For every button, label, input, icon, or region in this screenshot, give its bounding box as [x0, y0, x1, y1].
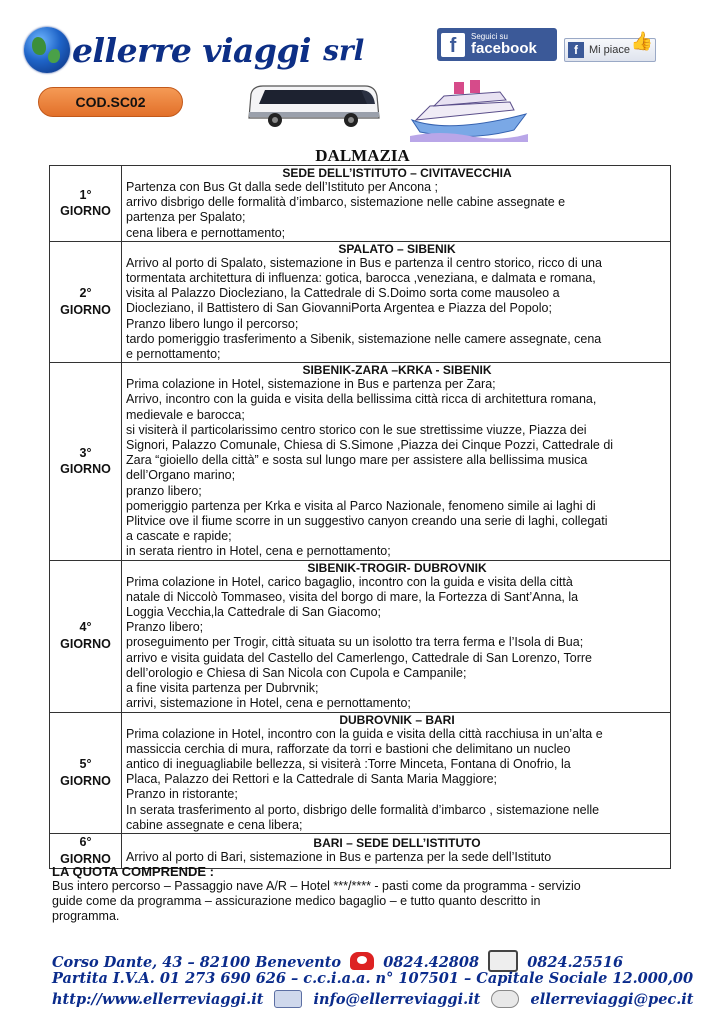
- footer-fax: 0824.25516: [527, 954, 624, 971]
- facebook-small-icon: f: [568, 42, 584, 58]
- day-description: [122, 560, 671, 712]
- day-title: BARI – SEDE DELL’ISTITUTO: [313, 836, 481, 851]
- phone-icon: [350, 952, 374, 970]
- day-description-line: Plitvice ove il fiume scorre in un suggestivo canyon creando una serie di laghi, collegati: [126, 514, 608, 529]
- itinerary-row: [50, 363, 671, 560]
- day-number: 6°: [79, 834, 92, 849]
- day-description-line: arrivi, sistemazione in Hotel, cena e pernottamento;: [126, 696, 411, 711]
- day-description-line: si visiterà il particolarissimo centro storico con le sue strettissime viuzze, Piazza dei: [126, 422, 587, 437]
- day-cell: [50, 363, 122, 560]
- day-description-line: Placa, Palazzo dei Rettori e la Cattedrale di Santa Maria Maggiore;: [126, 772, 498, 787]
- day-description-line: arrivo e visita guidata del Castello del Camerlengo, Cattedrale di San Lorenzo, Torre: [126, 650, 592, 665]
- company-logo: [24, 22, 364, 78]
- day-description-line: Pranzo in ristorante;: [126, 787, 238, 802]
- day-description-line: In serata trasferimento al porto, disbrigo delle formalità d’imbarco , sistemazione nelle: [126, 802, 600, 817]
- day-label: GIORNO: [60, 851, 111, 866]
- mail-icon: [274, 990, 302, 1008]
- itinerary-row: [50, 166, 671, 242]
- itinerary-row: [50, 833, 671, 868]
- day-description: [122, 166, 671, 242]
- footer-pec-link[interactable]: ellerreviaggi@pec.it: [530, 991, 694, 1008]
- day-title: SIBENIK-ZARA –KRKA - SIBENIK: [302, 363, 492, 378]
- day-description: [122, 241, 671, 362]
- day-cell: [50, 560, 122, 712]
- day-number: 2°: [79, 286, 92, 301]
- day-label: GIORNO: [60, 303, 111, 318]
- footer-phone: 0824.42808: [383, 954, 480, 971]
- like-label: Mi piace: [589, 44, 630, 56]
- day-description-line: Pranzo libero;: [126, 620, 204, 635]
- itinerary-row: [50, 241, 671, 362]
- day-description-line: pomeriggio partenza per Krka e visita al Parco Nazionale, fenomeno simile ai laghi di: [126, 498, 596, 513]
- day-description-line: Diocleziano, il Battistero di San GiovanniPorta Argentea e Piazza del Popolo;: [126, 301, 552, 316]
- day-description-line: Loggia Vecchia,la Cattedrale di San Giacomo;: [126, 605, 382, 620]
- day-description-line: medievale e barocca;: [126, 407, 245, 422]
- facebook-icon: f: [441, 33, 465, 57]
- day-description-line: dell’orologio e Chiesa di San Nicola con Cupola e Campanile;: [126, 665, 467, 680]
- day-description-line: tardo pomeriggio trasferimento a Sibenik, sistemazione nelle camere assegnate, cena: [126, 331, 602, 346]
- footer-legal: Partita I.V.A. 01 273 690 626 – c.c.i.a.a. n° 107501 – Capitale Sociale 12.000,00: [52, 970, 694, 987]
- day-description-line: tormentata architettura di influenza: gotica, barocca ,veneziana, e dalmata e romana,: [126, 271, 596, 286]
- day-description-line: Arrivo al porto di Bari, sistemazione in Bus e partenza per la sede dell’Istituto: [126, 850, 552, 865]
- day-title: SEDE DELL’ISTITUTO – CIVITAVECCHIA: [282, 166, 512, 180]
- day-description-line: Zara “gioiello della città” e sosta sul lungo mare per assistere alla bellissima musica: [126, 453, 588, 468]
- day-description: [122, 363, 671, 560]
- day-cell: [50, 833, 122, 868]
- day-description-line: Signori, Palazzo Comunale, Chiesa di S.Simone ,Piazza dei Cinque Pozzi, Cattedrale di: [126, 438, 614, 453]
- footer-email-link[interactable]: info@ellerreviaggi.it: [313, 991, 481, 1008]
- quota-line: guide come da programma – assicurazione medico bagaglio – e tutto quanto descritto in: [52, 894, 541, 908]
- day-cell: [50, 712, 122, 833]
- day-description-line: Prima colazione in Hotel, incontro con la guida e visita della città racchiusa in un’alta e: [126, 726, 603, 741]
- day-description-line: Prima colazione in Hotel, carico bagaglio, incontro con la guida e visita della città: [126, 574, 573, 589]
- day-description-line: natale di Niccolò Tommaseo, visita del borgo di mare, la Fortezza di Sant’Anna, la: [126, 589, 579, 604]
- page-title: DALMAZIA: [315, 146, 410, 165]
- day-number: 3°: [79, 445, 92, 460]
- day-description-line: proseguimento per Trogir, città situata su un isolotto tra terra ferma e l’Isola di Bua;: [126, 635, 584, 650]
- day-number: 1°: [79, 187, 92, 202]
- day-label: GIORNO: [60, 204, 111, 219]
- day-description-line: pranzo libero;: [126, 483, 202, 498]
- day-number: 5°: [79, 756, 92, 771]
- fax-icon: [488, 950, 518, 972]
- facebook-name: facebook: [471, 40, 537, 57]
- day-description-line: e pernottamento;: [126, 347, 221, 362]
- day-description-line: partenza per Spalato;: [126, 210, 246, 225]
- day-title: DUBROVNIK – BARI: [339, 712, 455, 727]
- day-cell: [50, 241, 122, 362]
- day-label: GIORNO: [60, 773, 111, 788]
- day-description-line: massiccia cerchia di mura, rafforzate da torri e bastioni che delimitano un nucleo: [126, 741, 571, 756]
- day-title: SPALATO – SIBENIK: [338, 241, 456, 256]
- day-description-line: cabine assegnate e cena libera;: [126, 817, 303, 832]
- footer-website-link[interactable]: http://www.ellerreviaggi.it: [52, 991, 264, 1008]
- itinerary-table: [49, 165, 671, 869]
- facebook-follow-button[interactable]: [437, 28, 557, 61]
- facebook-follow-label: Seguici su: [471, 32, 508, 41]
- ship-icon: [410, 80, 528, 142]
- pec-mail-icon: [491, 990, 519, 1008]
- bus-icon: [243, 82, 381, 130]
- day-description-line: arrivo disbrigo delle formalità d’imbarco, sistemazione nelle cabine assegnate e: [126, 195, 566, 210]
- day-description-line: Arrivo, incontro con la guida e visita della bellissima città ricca di architettura romana,: [126, 392, 597, 407]
- day-description-line: in serata rientro in Hotel, cena e pernottamento;: [126, 544, 391, 559]
- day-cell: [50, 166, 122, 242]
- quota-line: Bus intero percorso – Passaggio nave A/R – Hotel ***/**** - pasti come da programma - servizio: [52, 879, 581, 893]
- day-description-line: dell’Organo marino;: [126, 468, 236, 483]
- day-title: SIBENIK-TROGIR- DUBROVNIK: [307, 560, 487, 575]
- day-description-line: Partenza con Bus Gt dalla sede dell’Istituto per Ancona ;: [126, 180, 438, 194]
- brand-name: ellerre viaggi: [72, 30, 312, 70]
- like-button[interactable]: [564, 31, 656, 62]
- brand-suffix: srl: [323, 33, 365, 67]
- day-description: [122, 833, 671, 868]
- day-description-line: a fine visita partenza per Dubrvnik;: [126, 681, 319, 696]
- globe-icon: [24, 27, 70, 73]
- footer-address: Corso Dante, 43 – 82100 Benevento: [52, 954, 342, 971]
- program-code-badge: COD.SC02: [38, 87, 183, 117]
- thumbs-up-icon: 👍: [630, 31, 653, 51]
- day-description-line: antico di ineguagliabile bellezza, si visiterà :Torre Minceta, Fontana di Onofrio, la: [126, 756, 571, 771]
- day-description-line: Arrivo al porto di Spalato, sistemazione in Bus e partenza il centro storico, ricco di una: [126, 255, 602, 270]
- quota-line: programma.: [52, 909, 120, 923]
- day-label: GIORNO: [60, 637, 111, 652]
- day-number: 4°: [79, 620, 92, 635]
- quota-section: [52, 864, 672, 924]
- day-description-line: visita al Palazzo Diocleziano, la Cattedrale di S.Doimo sorta come mausoleo a: [126, 286, 560, 301]
- day-description-line: Pranzo libero lungo il percorso;: [126, 316, 299, 331]
- day-description: [122, 712, 671, 833]
- day-description-line: cena libera e pernottamento;: [126, 225, 286, 240]
- day-label: GIORNO: [60, 462, 111, 477]
- quota-heading: LA QUOTA COMPRENDE :: [52, 864, 215, 879]
- day-description-line: Prima colazione in Hotel, sistemazione in Bus e partenza per Zara;: [126, 377, 496, 392]
- itinerary-row: [50, 560, 671, 712]
- day-description-line: a cascate e rapide;: [126, 529, 232, 544]
- itinerary-row: [50, 712, 671, 833]
